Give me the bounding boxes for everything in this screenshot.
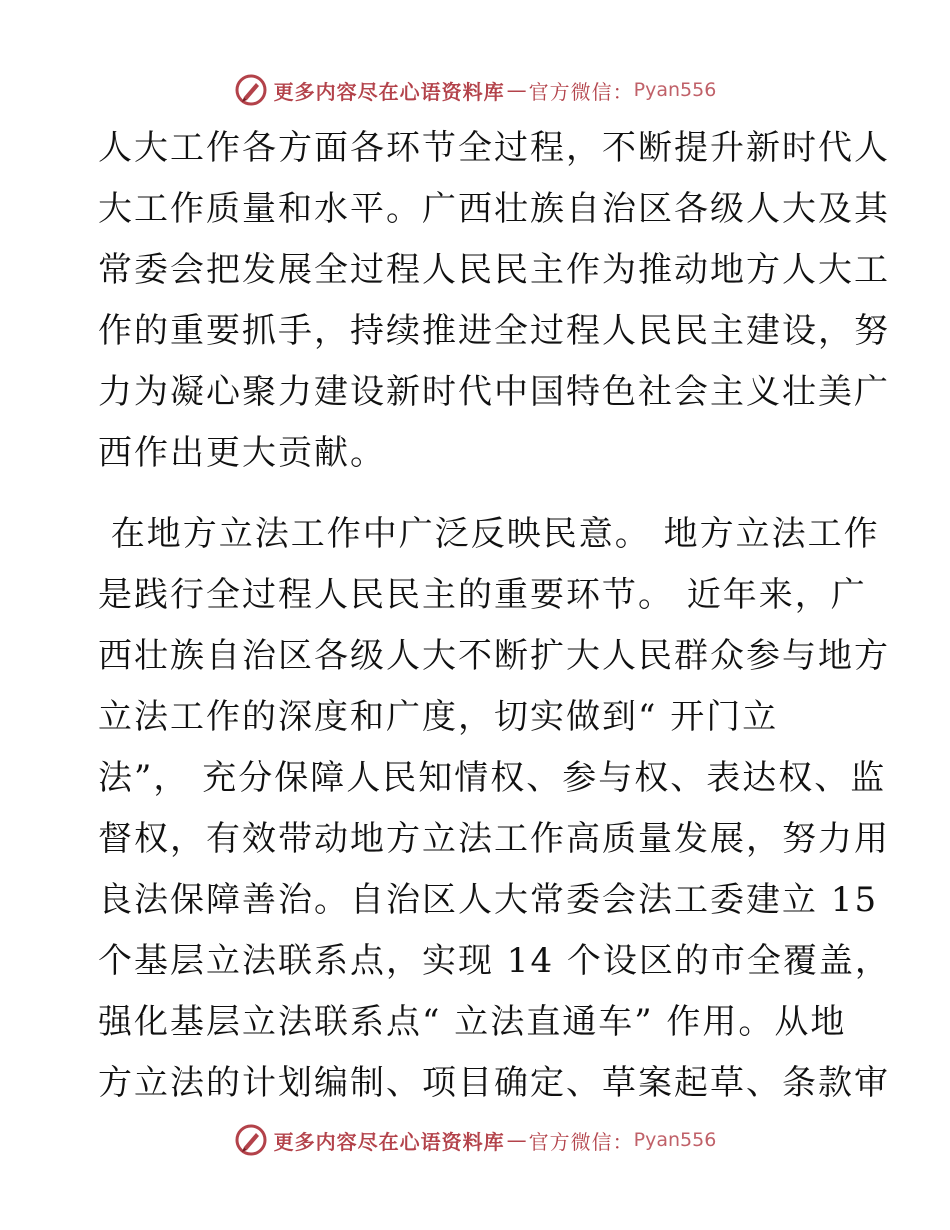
pen-logo-icon bbox=[234, 1123, 268, 1157]
banner-site-text: 更多内容尽在心语资料库 bbox=[273, 79, 505, 104]
text-line: 作的重要抓手，持续推进全过程人民民主建设，努 bbox=[98, 311, 890, 351]
text-line: 方立法的计划编制、项目确定、草案起草、条款审 bbox=[98, 1063, 890, 1103]
paragraph-1 bbox=[98, 118, 890, 484]
text-line: 督权，有效带动地方立法工作高质量发展，努力用 bbox=[98, 819, 890, 859]
pen-logo-icon bbox=[234, 73, 268, 107]
footer-banner bbox=[0, 1120, 950, 1160]
banner-contact-id: Pyan556 bbox=[633, 1129, 717, 1151]
paragraph-2 bbox=[98, 504, 891, 1114]
text-line: 在地方立法工作中广泛反映民意。 地方立法工作 bbox=[98, 514, 880, 554]
text-line: 立法工作的深度和广度，切实做到“ 开门立 bbox=[98, 697, 779, 737]
banner-separator: — bbox=[506, 78, 527, 102]
text-line: 法”， 充分保障人民知情权、参与权、表达权、监 bbox=[98, 758, 887, 798]
banner-contact-label: 官方微信： bbox=[528, 1129, 634, 1154]
banner-separator: — bbox=[506, 1128, 527, 1152]
text-line: 强化基层立法联系点“ 立法直通车” 作用。从地 bbox=[98, 1002, 847, 1042]
banner-contact-label: 官方微信： bbox=[528, 79, 634, 104]
text-line: 是践行全过程人民民主的重要环节。 近年来，广 bbox=[98, 575, 867, 615]
header-banner bbox=[0, 70, 950, 110]
text-line: 良法保障善治。自治区人大常委会法工委建立 15 bbox=[98, 880, 879, 920]
text-line: 大工作质量和水平。广西壮族自治区各级人大及其 bbox=[98, 189, 890, 229]
banner-site-text: 更多内容尽在心语资料库 bbox=[273, 1129, 505, 1154]
text-line: 个基层立法联系点，实现 14 个设区的市全覆盖， bbox=[98, 941, 891, 981]
text-line: 力为凝心聚力建设新时代中国特色社会主义壮美广 bbox=[98, 372, 890, 412]
text-line: 常委会把发展全过程人民民主作为推动地方人大工 bbox=[98, 250, 890, 290]
paragraph-gap bbox=[98, 484, 858, 504]
banner-contact-id: Pyan556 bbox=[633, 79, 717, 101]
text-line: 西作出更大贡献。 bbox=[98, 433, 386, 473]
document-body bbox=[98, 118, 891, 1114]
text-line: 人大工作各方面各环节全过程，不断提升新时代人 bbox=[98, 128, 890, 168]
text-line: 西壮族自治区各级人大不断扩大人民群众参与地方 bbox=[98, 636, 890, 676]
